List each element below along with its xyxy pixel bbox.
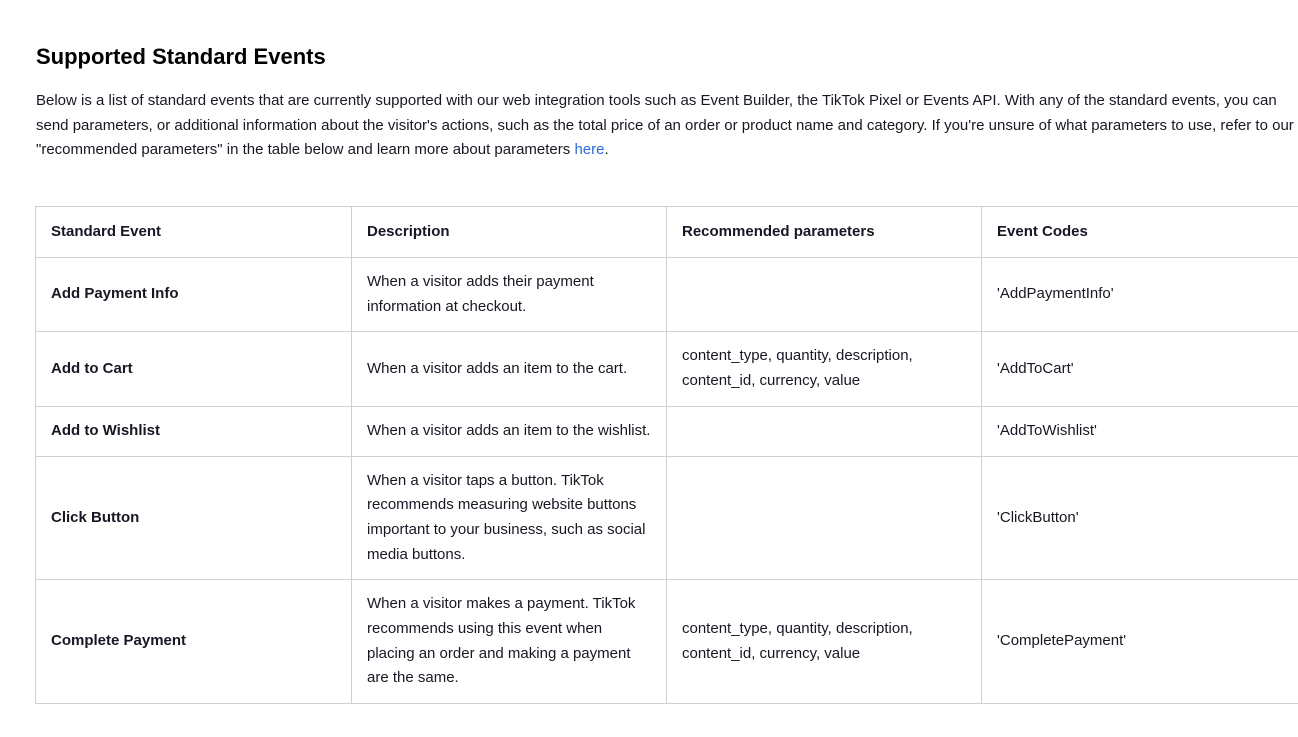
- event-name: Add to Wishlist: [36, 406, 352, 456]
- table-row: [36, 456, 1298, 580]
- event-code: 'ClickButton': [982, 456, 1298, 580]
- event-code: 'AddPaymentInfo': [982, 258, 1298, 332]
- event-name: Add to Cart: [36, 332, 352, 406]
- event-description: When a visitor taps a button. TikTok recommends measuring website buttons important to your business, such as social media buttons.: [352, 456, 667, 580]
- event-name: Click Button: [36, 456, 352, 580]
- event-description: When a visitor adds an item to the cart.: [352, 332, 667, 406]
- intro-text: Below is a list of standard events that are currently supported with our web integration tools such as Event Builder, the TikTok Pixel or Events API. With any of the standard events, you can send parameters, or additional information about the visitor's actions, such as the total price of an order or product name and category. If you're unsure of what parameters to use, refer to our "recommended parameters" in the table below and learn more about parameters: [36, 92, 1294, 158]
- event-parameters: content_type, quantity, description, content_id, currency, value: [667, 332, 982, 406]
- intro-paragraph: [36, 89, 1294, 163]
- table-row: [36, 332, 1298, 406]
- standard-events-table: [35, 206, 1298, 704]
- event-code: 'CompletePayment': [982, 580, 1298, 704]
- event-name: Complete Payment: [36, 580, 352, 704]
- header-recommended-parameters: Recommended parameters: [667, 207, 982, 258]
- event-parameters: [667, 258, 982, 332]
- table-row: [36, 406, 1298, 456]
- event-code: 'AddToWishlist': [982, 406, 1298, 456]
- event-description: When a visitor adds their payment information at checkout.: [352, 258, 667, 332]
- header-event-codes: Event Codes: [982, 207, 1298, 258]
- intro-end: .: [604, 141, 609, 158]
- event-name: Add Payment Info: [36, 258, 352, 332]
- section-heading: Supported Standard Events: [36, 44, 326, 69]
- event-parameters: content_type, quantity, description, content_id, currency, value: [667, 580, 982, 704]
- header-standard-event: Standard Event: [36, 207, 352, 258]
- table-row: [36, 258, 1298, 332]
- event-parameters: [667, 456, 982, 580]
- header-description: Description: [352, 207, 667, 258]
- event-code: 'AddToCart': [982, 332, 1298, 406]
- event-description: When a visitor makes a payment. TikTok recommends using this event when placing an order and making a payment are the same.: [352, 580, 667, 704]
- table-header-row: [36, 207, 1298, 258]
- table-row: [36, 580, 1298, 704]
- event-description: When a visitor adds an item to the wishlist.: [352, 406, 667, 456]
- parameters-link[interactable]: here: [574, 141, 605, 158]
- event-parameters: [667, 406, 982, 456]
